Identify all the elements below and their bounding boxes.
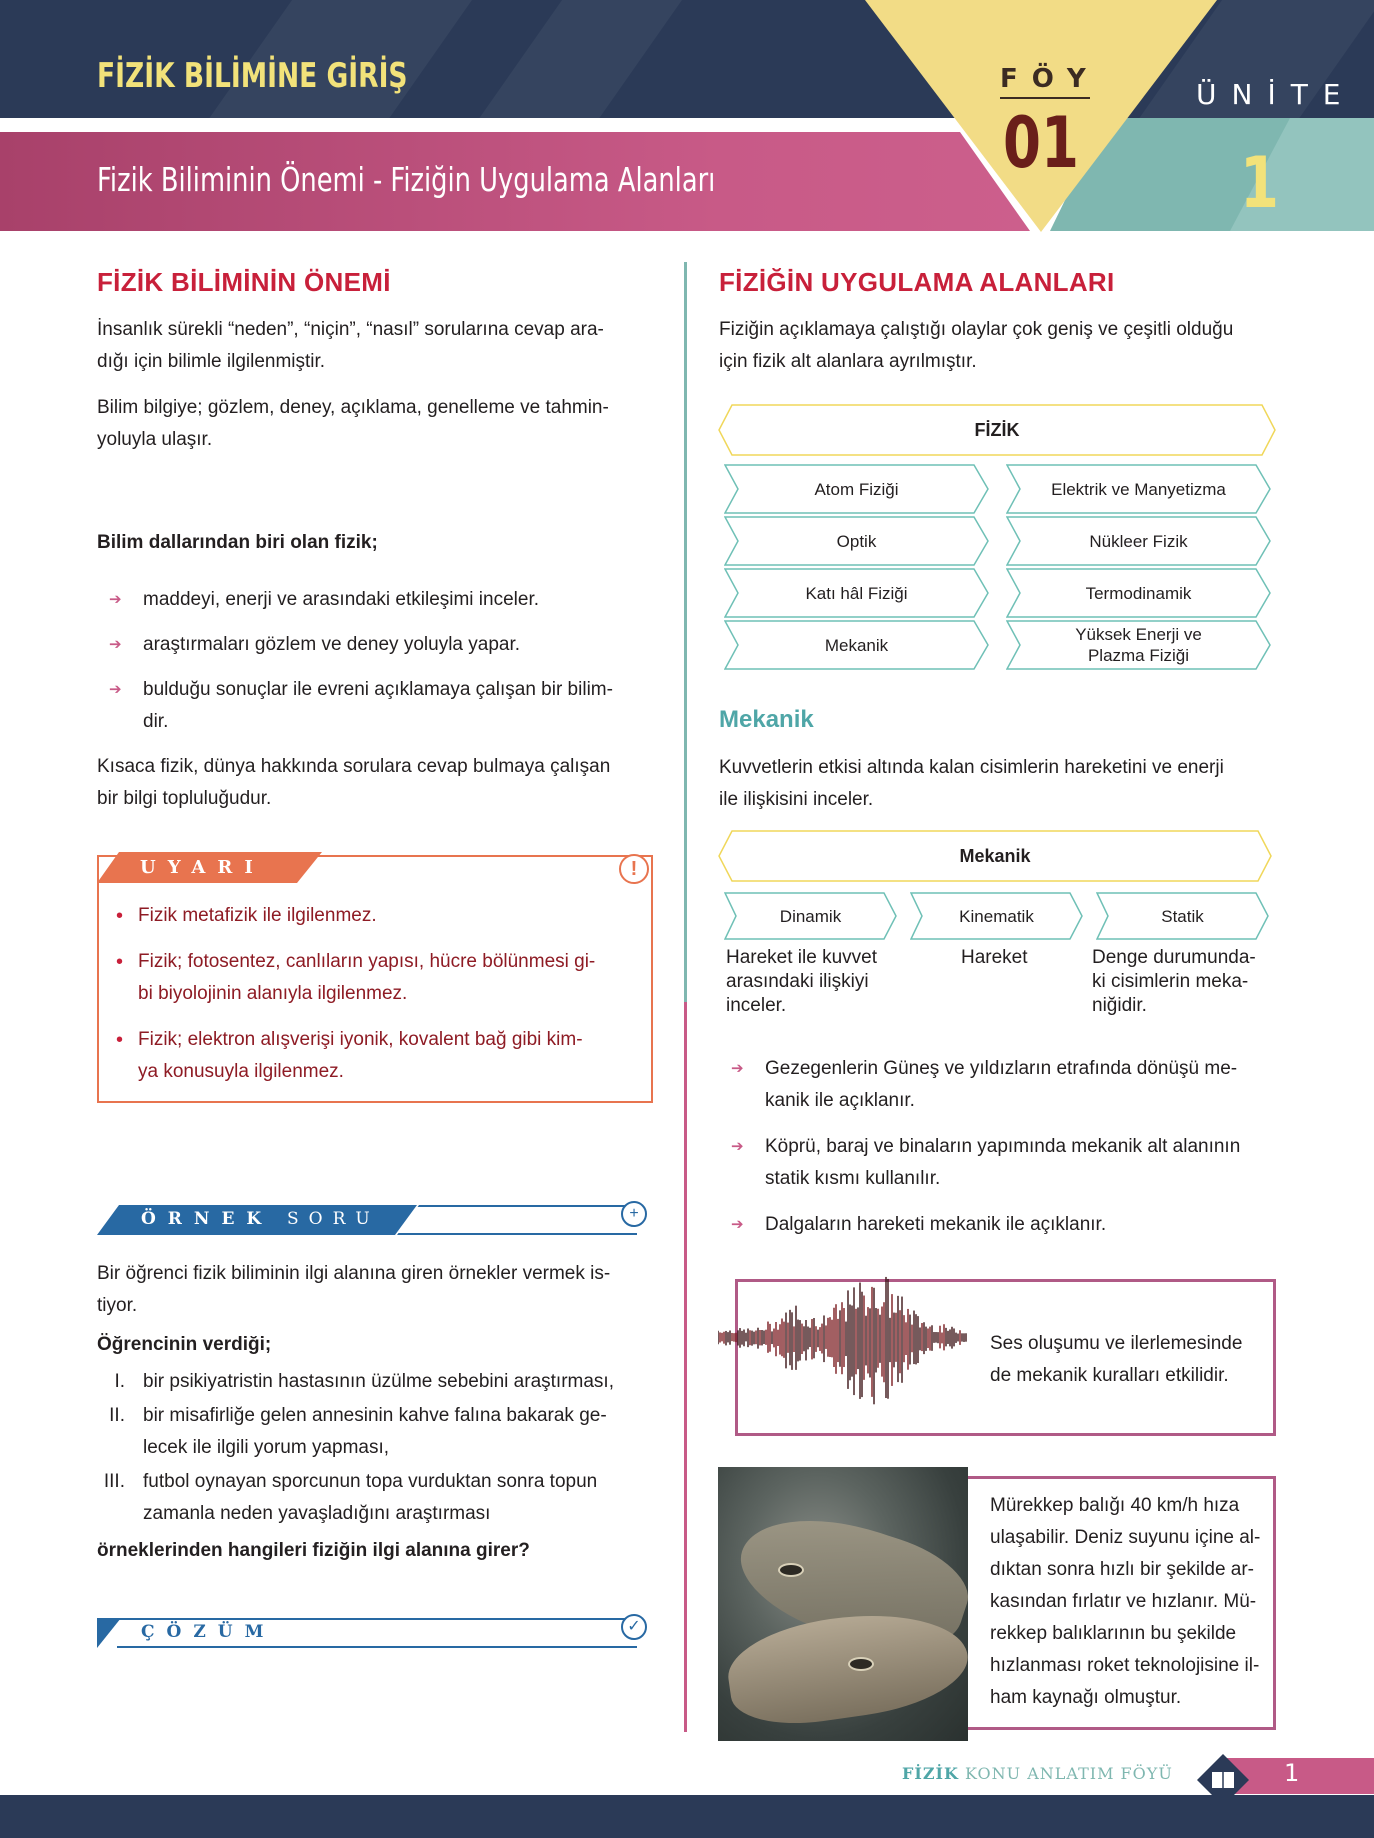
- left-column: [97, 265, 653, 815]
- roman-numeral: II.: [109, 1405, 125, 1426]
- example-tab-line: [397, 1205, 637, 1235]
- list-item: [719, 1053, 1279, 1117]
- diagram-node: [1006, 620, 1271, 670]
- node-label: Elektrik ve Manyetizma: [1051, 479, 1226, 499]
- list-item: [97, 1400, 653, 1464]
- column-divider: [684, 262, 687, 1002]
- list-item-text: Dalgaların hareketi mekanik ile açıklanır.: [765, 1214, 1107, 1235]
- sound-waveform: [718, 1262, 968, 1412]
- text-line: hızlanması roket teknolojisine il-: [990, 1655, 1260, 1676]
- bullet-list: [97, 584, 653, 738]
- section-heading: FİZİĞİN UYGULAMA ALANLARI: [719, 267, 1115, 297]
- node-label: Dinamik: [779, 906, 842, 926]
- text-line: yoluyla ulaşır.: [97, 429, 213, 450]
- example-tab-label-2: SORU: [287, 1209, 380, 1229]
- list-item-text: Köprü, baraj ve binaların yapımında mekanik alt alanının: [765, 1136, 1241, 1157]
- arrow-icon: ➔: [731, 1060, 744, 1077]
- list-item: [97, 1366, 653, 1398]
- exclamation-icon: !: [619, 854, 649, 884]
- node-label: [1006, 620, 1271, 670]
- list-item-text: statik kısmı kullanılır.: [765, 1168, 941, 1189]
- given-label: Öğrencinin verdiği;: [97, 1334, 272, 1355]
- foy-number: 01: [1003, 102, 1079, 184]
- list-item: [719, 1209, 1279, 1241]
- list-item-text: araştırmaları gözlem ve deney yoluyla yapar.: [143, 634, 521, 655]
- cuttlefish-eye: [778, 1563, 804, 1577]
- paragraph: [97, 314, 653, 378]
- text-line: niğidir.: [1092, 995, 1147, 1016]
- node-label: Nükleer Fizik: [1089, 531, 1188, 551]
- diagram-node: [724, 620, 989, 670]
- question-text: [97, 1258, 653, 1322]
- example-question: [97, 1258, 653, 1562]
- text-line: inceler.: [726, 995, 787, 1016]
- list-item-text: lecek ile ilgili yorum yapması,: [143, 1437, 390, 1458]
- paragraph: [719, 752, 1279, 816]
- node-label: Statik: [1161, 906, 1204, 926]
- paragraph: [97, 392, 653, 456]
- arrow-icon: ➔: [731, 1216, 744, 1233]
- column-divider: [684, 1002, 687, 1732]
- unit-number: 1: [1240, 142, 1279, 224]
- list-item-text: bir psikiyatristin hastasının üzülme sebebini araştırması,: [143, 1371, 614, 1392]
- paragraph: [97, 751, 653, 815]
- text-line: İnsanlık sürekli “neden”, “niçin”, “nasıl” sorularına cevap ara-: [97, 319, 604, 340]
- right-column: [719, 265, 1275, 378]
- chapter-title: FİZİK BİLİMİNE GİRİŞ: [97, 56, 408, 96]
- text-line: Hareket: [961, 947, 1028, 968]
- list-item-text: dir.: [143, 711, 169, 732]
- diagram-root-node: [718, 404, 1276, 456]
- text-line: Mürekkep balığı 40 km/h hıza: [990, 1495, 1240, 1516]
- paragraph: [719, 314, 1275, 378]
- node-label: Mekanik: [959, 845, 1031, 866]
- text-line: için fizik alt alanlara ayrılmıştır.: [719, 351, 977, 372]
- cuttlefish-photo: [718, 1467, 968, 1741]
- list-item-text: Gezegenlerin Güneş ve yıldızların etrafında dönüşü me-: [765, 1058, 1238, 1079]
- text-line: ham kaynağı olmuştur.: [990, 1687, 1182, 1708]
- unit-label: ÜNİTE: [1196, 78, 1356, 111]
- node-label-line: Plazma Fiziği: [1087, 646, 1190, 665]
- roman-list: [97, 1366, 653, 1530]
- text-line: dıktan sonra hızlı bir şekilde ar-: [990, 1559, 1255, 1580]
- node-label: Termodinamik: [1085, 583, 1192, 603]
- text-line: Hareket ile kuvvet: [726, 947, 878, 968]
- roman-numeral: I.: [114, 1371, 125, 1392]
- list-item-text: maddeyi, enerji ve arasındaki etkileşimi inceler.: [143, 589, 540, 610]
- text-line: Fiziğin açıklamaya çalıştığı olaylar çok geniş ve çeşitli olduğu: [719, 319, 1234, 340]
- diagram-node: [724, 516, 989, 566]
- text-line: ki cisimlerin meka-: [1092, 971, 1249, 992]
- warning-text: Fizik; elektron alışverişi iyonik, kovalent bağ gibi kim-: [138, 1029, 583, 1050]
- text-line: ile ilişkisini inceler.: [719, 789, 874, 810]
- section-heading: FİZİK BİLİMİNİN ÖNEMİ: [97, 267, 391, 297]
- text-line: tiyor.: [97, 1295, 138, 1316]
- diagram-node: [1006, 516, 1271, 566]
- diagram-node: [724, 568, 989, 618]
- squid-info-text: [990, 1490, 1275, 1714]
- list-item: [97, 674, 653, 738]
- text-line: dığı için bilimle ilgilenmiştir.: [97, 351, 326, 372]
- footer-brand-bold: FİZİK: [902, 1764, 959, 1783]
- warning-item: [116, 900, 636, 932]
- warning-item: [116, 1024, 636, 1088]
- list-item: [97, 629, 653, 661]
- mekanik-node: [724, 892, 897, 940]
- warning-text: ya konusuyla ilgilenmez.: [138, 1061, 344, 1082]
- dinamik-description: [726, 946, 906, 1018]
- node-label: Mekanik: [824, 635, 889, 655]
- cuttlefish-eye: [848, 1657, 874, 1671]
- page-number: 1: [1284, 1759, 1300, 1787]
- node-label: Kinematik: [959, 906, 1034, 926]
- statik-description: [1092, 946, 1277, 1018]
- warning-text: Fizik; fotosentez, canlıların yapısı, hücre bölünmesi gi-: [138, 951, 596, 972]
- footer-band: [0, 1795, 1374, 1838]
- magnifier-plus-icon: +: [621, 1201, 647, 1227]
- text-line: Kısaca fizik, dünya hakkında sorulara cevap bulmaya çalışan: [97, 756, 611, 777]
- text-line: Ses oluşumu ve ilerlemesinde: [990, 1333, 1243, 1354]
- text-line: rekkep balıklarının bu şekilde: [990, 1623, 1237, 1644]
- sound-wave-image: [718, 1262, 968, 1412]
- warning-item: [116, 946, 636, 1010]
- list-item: [97, 584, 653, 616]
- roman-numeral: III.: [103, 1471, 125, 1492]
- warning-text: Fizik metafizik ile ilgilenmez.: [138, 905, 377, 926]
- warning-text: bi biyolojinin alanıyla ilgilenmez.: [138, 983, 408, 1004]
- list-item-text: zamanla neden yavaşladığını araştırması: [143, 1503, 491, 1524]
- node-label: Optik: [836, 531, 877, 551]
- text-line: Denge durumunda-: [1092, 947, 1256, 968]
- text-line: arasındaki ilişkiyi: [726, 971, 869, 992]
- arrow-icon: ➔: [109, 681, 122, 698]
- node-label-line: Yüksek Enerji ve: [1075, 625, 1202, 644]
- list-item-text: bulduğu sonuçlar ile evreni açıklamaya çalışan bir bilim-: [143, 679, 613, 700]
- text-line: Kuvvetlerin etkisi altında kalan cisimlerin hareketini ve enerji: [719, 757, 1224, 778]
- mekanik-node: [910, 892, 1083, 940]
- foy-underline: [1000, 97, 1090, 99]
- footer-brand: [902, 1764, 1173, 1783]
- text-line: Bilim bilgiye; gözlem, deney, açıklama, genelleme ve tahmin-: [97, 397, 609, 418]
- arrow-icon: ➔: [731, 1138, 744, 1155]
- bold-intro: Bilim dallarından biri olan fizik;: [97, 532, 378, 553]
- node-label: Atom Fiziği: [814, 479, 899, 499]
- node-label: FİZİK: [974, 419, 1020, 440]
- text-line: bir bilgi topluluğudur.: [97, 788, 272, 809]
- magnifier-check-icon: ✓: [621, 1614, 647, 1640]
- node-label: Katı hâl Fiziği: [805, 583, 908, 603]
- solution-label: ÇÖZÜM: [141, 1622, 276, 1642]
- mekanik-node: [1096, 892, 1269, 940]
- list-item: [97, 1466, 653, 1530]
- sound-info-text: [990, 1328, 1270, 1392]
- question-prompt: örneklerinden hangileri fiziğin ilgi alanına girer?: [97, 1540, 530, 1561]
- text-line: kasından fırlatır ve hızlanır. Mü-: [990, 1591, 1257, 1612]
- header-facet: [471, 0, 689, 118]
- kinematik-description: [961, 946, 1081, 970]
- warning-tab-label: UYARI: [140, 857, 265, 878]
- subsection-heading: Mekanik: [719, 706, 814, 733]
- list-item-text: bir misafirliğe gelen annesinin kahve falına bakarak ge-: [143, 1405, 607, 1426]
- text-line: de mekanik kuralları etkilidir.: [990, 1365, 1229, 1386]
- warning-list: [116, 900, 636, 1102]
- arrow-icon: ➔: [109, 591, 122, 608]
- text-line: Bir öğrenci fizik biliminin ilgi alanına giren örnekler vermek is-: [97, 1263, 611, 1284]
- bullet-list: [719, 1053, 1279, 1241]
- diagram-node: [724, 464, 989, 514]
- section-subtitle: Fizik Biliminin Önemi - Fiziğin Uygulama Alanları: [97, 160, 716, 199]
- list-item: [719, 1131, 1279, 1195]
- example-question-bar: [97, 1205, 653, 1235]
- text-line: ulaşabilir. Deniz suyunu içine al-: [990, 1527, 1261, 1548]
- diagram-node: [1006, 568, 1271, 618]
- example-tab-label: ÖRNEK: [141, 1209, 274, 1229]
- arrow-icon: ➔: [109, 636, 122, 653]
- diagram-node: [1006, 464, 1271, 514]
- foy-label: FÖY: [1000, 64, 1100, 94]
- solution-bar: [97, 1618, 653, 1648]
- mekanik-root-node: [718, 830, 1272, 882]
- list-item-text: futbol oynayan sporcunun topa vurduktan sonra topun: [143, 1471, 598, 1492]
- list-item-text: kanik ile açıklanır.: [765, 1090, 915, 1111]
- footer-brand-rest: KONU ANLATIM FÖYÜ: [965, 1764, 1173, 1783]
